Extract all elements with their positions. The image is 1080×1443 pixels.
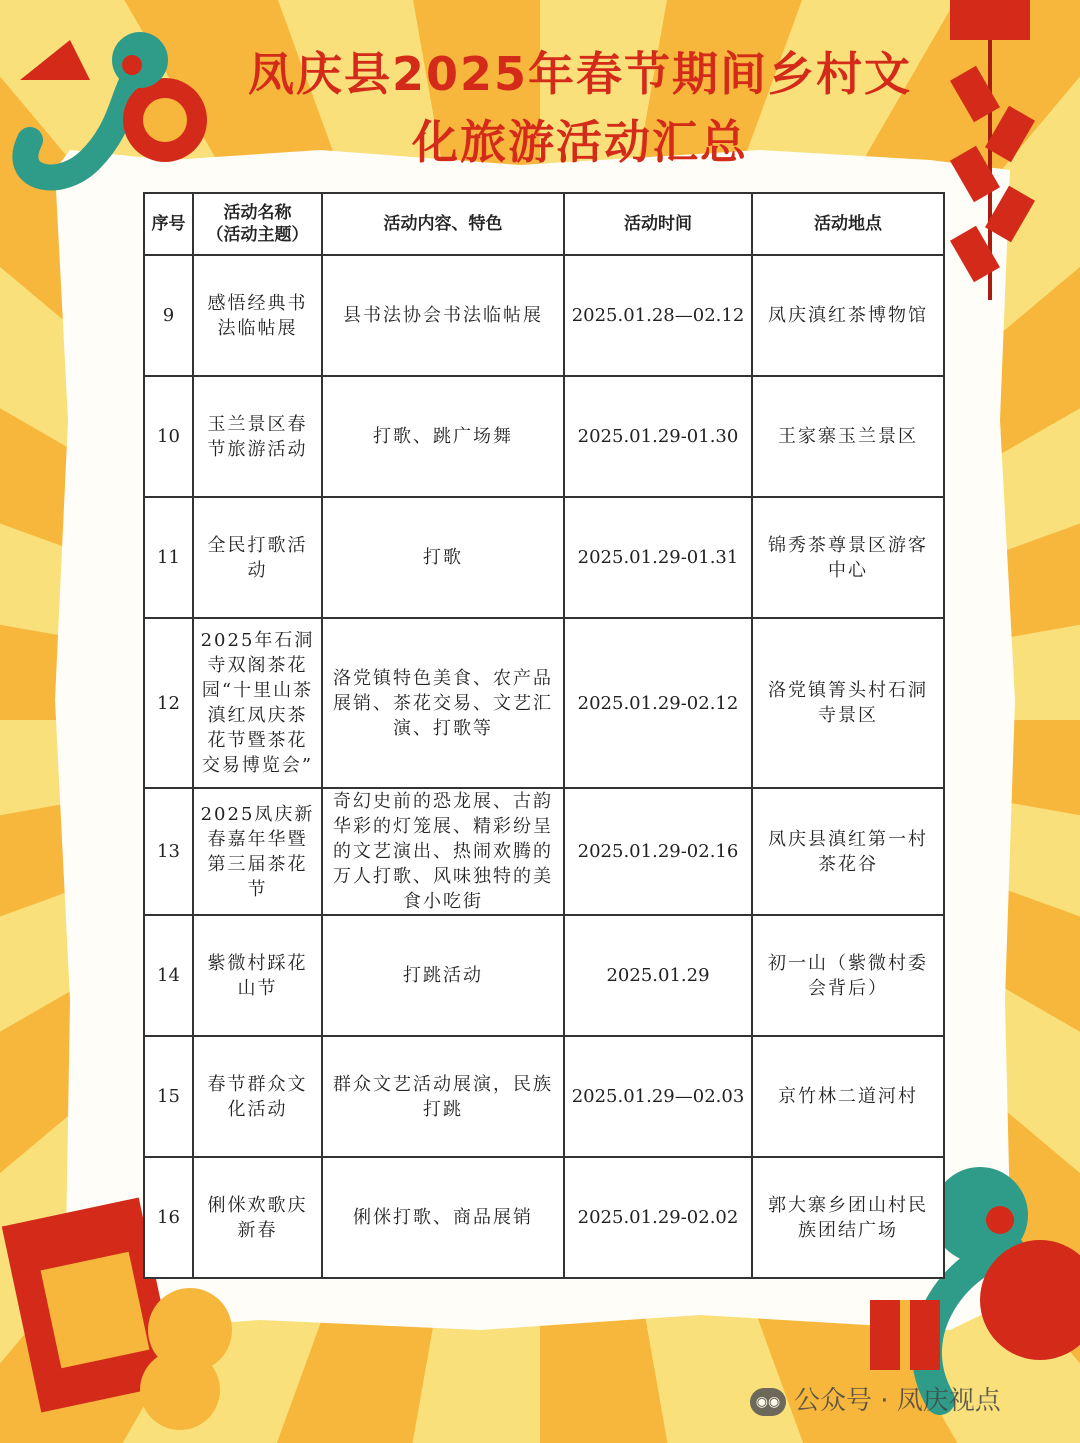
cell-activity-time: 2025.01.29-01.31 [564, 497, 752, 618]
cell-activity-name: 感悟经典书 法临帖展 [193, 255, 322, 376]
cell-number: 15 [144, 1036, 193, 1157]
table-row [144, 788, 944, 915]
cell-activity-place: 王家寨玉兰景区 [752, 376, 944, 497]
cell-activity-content: 打跳活动 [322, 915, 564, 1036]
cell-activity-content: 群众文艺活动展演，民族 打跳 [322, 1036, 564, 1157]
cell-activity-place: 初一山（紫微村委 会背后） [752, 915, 944, 1036]
header-activity-name: 活动名称 （活动主题） [193, 193, 322, 255]
cell-activity-name: 俐侎欢歌庆 新春 [193, 1157, 322, 1278]
cell-activity-place: 锦秀茶尊景区游客 中心 [752, 497, 944, 618]
header-activity-place: 活动地点 [752, 193, 944, 255]
cell-number: 14 [144, 915, 193, 1036]
cell-activity-place: 京竹林二道河村 [752, 1036, 944, 1157]
page-title-line-1: 凤庆县2025年春节期间乡村文 [247, 47, 913, 101]
cell-activity-time: 2025.01.29—02.03 [564, 1036, 752, 1157]
table-header-row [144, 193, 944, 255]
watermark-text: 公众号 · 凤庆视点 [794, 1386, 1001, 1416]
table-row [144, 1157, 944, 1278]
cell-activity-place: 洛党镇箐头村石洞 寺景区 [752, 618, 944, 788]
cell-activity-place: 凤庆滇红茶博物馆 [752, 255, 944, 376]
cell-activity-time: 2025.01.29-02.16 [564, 788, 752, 915]
cell-activity-content: 奇幻史前的恐龙展、古韵 华彩的灯笼展、精彩纷呈 的文艺演出、热闹欢腾的 万人打歌、风味独特的美 食小吃街 [322, 788, 564, 915]
table-body [144, 255, 944, 1278]
cell-activity-content: 俐侎打歌、商品展销 [322, 1157, 564, 1278]
cell-activity-content: 打歌 [322, 497, 564, 618]
cell-activity-name: 2025年石洞 寺双阁茶花 园“十里山茶 滇红凤庆茶 花节暨茶花 交易博览会” [193, 618, 322, 788]
header-activity-content: 活动内容、特色 [322, 193, 564, 255]
header-number: 序号 [144, 193, 193, 255]
cell-number: 10 [144, 376, 193, 497]
cell-number: 13 [144, 788, 193, 915]
table-row [144, 497, 944, 618]
cell-activity-name: 2025凤庆新 春嘉年华暨 第三届茶花 节 [193, 788, 322, 915]
header-activity-time: 活动时间 [564, 193, 752, 255]
cell-number: 9 [144, 255, 193, 376]
cell-activity-time: 2025.01.29-02.02 [564, 1157, 752, 1278]
cell-activity-content: 打歌、跳广场舞 [322, 376, 564, 497]
cell-number: 12 [144, 618, 193, 788]
cell-activity-place: 凤庆县滇红第一村 茶花谷 [752, 788, 944, 915]
cell-activity-name: 玉兰景区春 节旅游活动 [193, 376, 322, 497]
cell-activity-name: 全民打歌活 动 [193, 497, 322, 618]
watermark [750, 1380, 1001, 1417]
activity-table [143, 192, 945, 1279]
cell-activity-content: 县书法协会书法临帖展 [322, 255, 564, 376]
table-row [144, 255, 944, 376]
cell-activity-name: 紫微村踩花 山节 [193, 915, 322, 1036]
cell-activity-content: 洛党镇特色美食、农产品 展销、茶花交易、文艺汇 演、打歌等 [322, 618, 564, 788]
wechat-icon: ◉◉ [750, 1388, 786, 1416]
cell-activity-name: 春节群众文 化活动 [193, 1036, 322, 1157]
cell-number: 11 [144, 497, 193, 618]
table-row [144, 915, 944, 1036]
cell-number: 16 [144, 1157, 193, 1278]
cell-activity-time: 2025.01.29-02.12 [564, 618, 752, 788]
table-row [144, 1036, 944, 1157]
cell-activity-time: 2025.01.29-01.30 [564, 376, 752, 497]
cell-activity-place: 郭大寨乡团山村民 族团结广场 [752, 1157, 944, 1278]
cell-activity-time: 2025.01.29 [564, 915, 752, 1036]
table-row [144, 618, 944, 788]
page-title-line-2: 化旅游活动汇总 [412, 115, 748, 169]
cell-activity-time: 2025.01.28—02.12 [564, 255, 752, 376]
table-row [144, 376, 944, 497]
